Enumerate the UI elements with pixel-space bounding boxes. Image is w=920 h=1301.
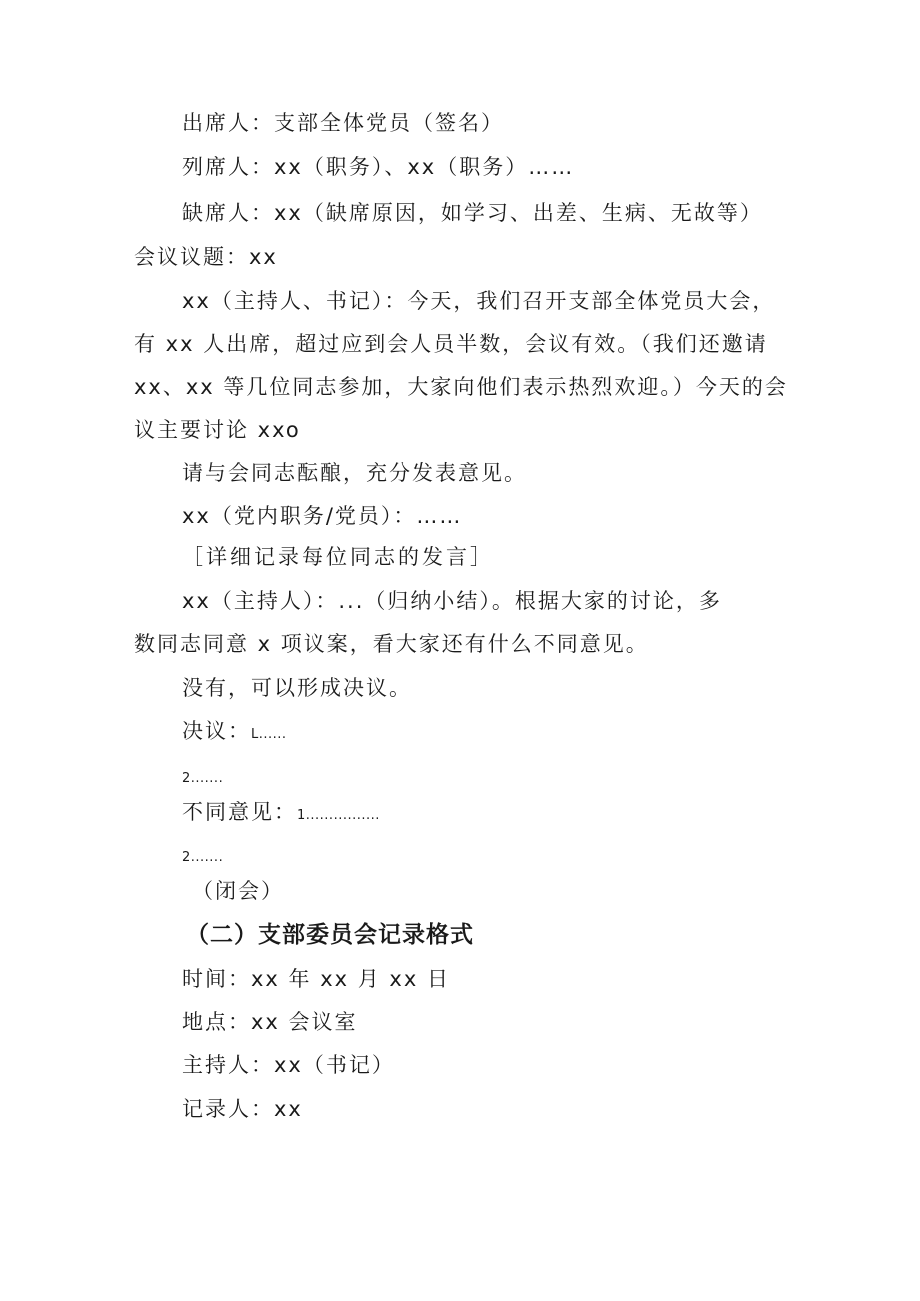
host-summary-line-2: 数同志同意 x 项议案，看大家还有什么不同意见。 [134, 632, 649, 656]
invite-discussion-line: 请与会同志酝酿，充分发表意见。 [182, 461, 527, 485]
host-opening-line-1: xx（主持人、书记）：今天，我们召开支部全体党员大会， [182, 289, 776, 313]
record-note-line: ［详细记录每位同志的发言］ [182, 545, 494, 569]
observers-line: 列席人：xx（职务）、xx（职务）…… [182, 155, 575, 179]
host-opening-line-3: xx、xx 等几位同志参加，大家向他们表示热烈欢迎。）今天的会 [134, 375, 788, 399]
closing-line: （闭会） [192, 879, 284, 903]
dissent-item-1: 1................ [297, 808, 380, 823]
absentees-line: 缺席人：xx（缺席原因，如学习、出差、生病、无故等） [182, 201, 763, 225]
member-speech-line: xx（党内职务/党员）：…… [182, 504, 463, 528]
host-opening-line-2: 有 xx 人出席，超过应到会人员半数，会议有效。（我们还邀请 [134, 332, 768, 356]
location-line: 地点：xx 会议室 [182, 1010, 358, 1034]
no-objection-line: 没有，可以形成决议。 [182, 676, 412, 700]
host-opening-line-4: 议主要讨论 xxo [134, 418, 301, 442]
dissent-line [182, 797, 380, 831]
resolution-label: 决议： [182, 719, 251, 743]
host-summary-line-1: xx（主持人）：...（归纳小结）。根据大家的讨论，多 [182, 589, 722, 613]
host-line: 主持人：xx（书记） [182, 1053, 395, 1077]
recorder-line: 记录人：xx [182, 1097, 303, 1121]
agenda-line: 会议议题：xx [134, 245, 278, 269]
resolution-item-2: 2....... [182, 771, 224, 786]
resolution-item-1: L...... [251, 727, 287, 742]
time-line: 时间：xx 年 xx 月 xx 日 [182, 967, 450, 991]
resolution-line [182, 716, 287, 750]
dissent-label: 不同意见： [182, 800, 297, 824]
dissent-item-2: 2....... [182, 850, 224, 865]
attendees-line: 出席人：支部全体党员（签名） [182, 111, 504, 135]
section-two-heading: （二）支部委员会记录格式 [186, 922, 474, 948]
